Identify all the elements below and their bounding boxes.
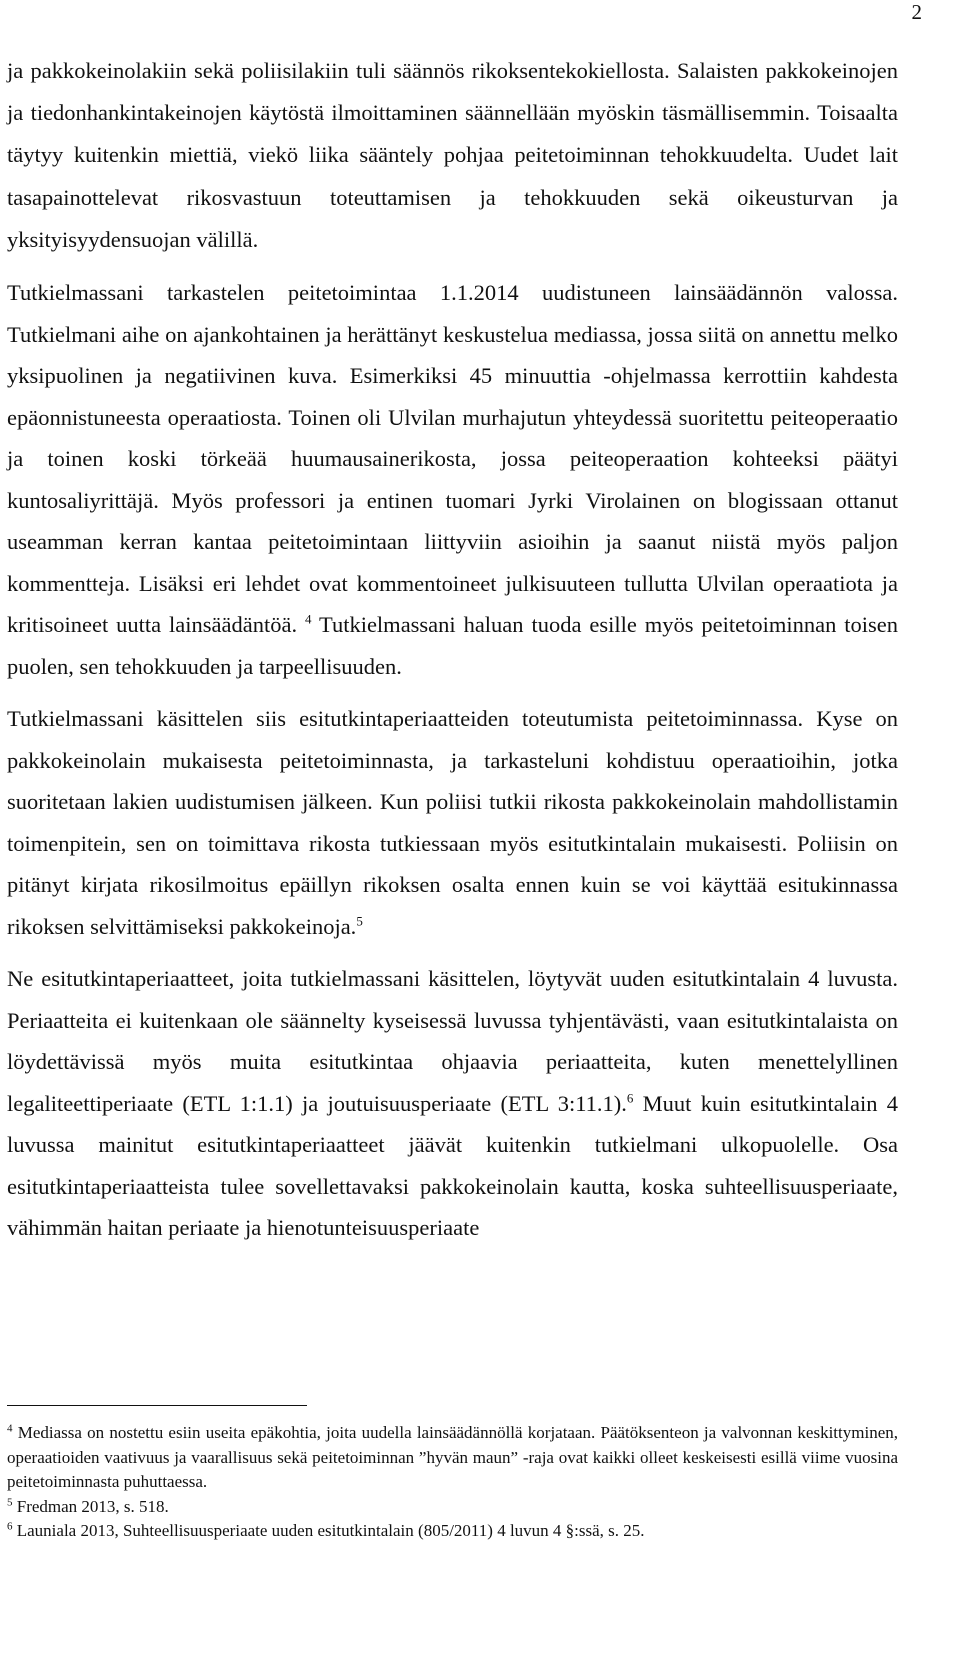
footnote-number: 6: [7, 1520, 13, 1533]
footnotes: [7, 1421, 898, 1544]
footnote-number: 4: [7, 1422, 13, 1435]
body-text: [7, 50, 898, 1249]
footnote-text: Launiala 2013, Suhteellisuusperiaate uuden esitutkintalain (805/2011) 4 luvun 4 §:ssä, s. 25.: [16, 1521, 645, 1540]
paragraph: [7, 272, 898, 687]
paragraph-text: Tutkielmassani tarkastelen peitetoimintaa 1.1.2014 uudistuneen lainsäädännön valossa. Tutkielmani aihe on ajankohtainen ja herättänyt keskustelua mediassa, jossa siitä on annettu melko yksipuolinen ja negatiivinen kuva. Esimerkiksi 45 minuuttia -ohjelmassa kerrottiin kahdesta epäonnistuneesta operaatiosta. Toinen oli Ulvilan murhajutun yhteydessä suoritettu peiteoperaatio ja toinen koski törkeää huumausainerikosta, jossa peiteoperaation kohteeksi päätyi kuntosaliyrittäjä. Myös professori ja entinen tuomari Jyrki Virolainen on blogissaan ottanut useamman kerran kantaa peitetoimintaan liittyviin asioihin ja saanut niistä myös paljon kommentteja. Lisäksi eri lehdet ovat kommentoineet julkisuuteen tullutta Ulvilan operaatiota ja kritisoineet uutta lainsäädäntöä.: [7, 280, 898, 638]
footnote: [7, 1421, 898, 1495]
paragraph: [7, 958, 898, 1249]
footnote-ref: 6: [626, 1090, 634, 1106]
paragraph: [7, 698, 898, 947]
paragraph-text-continued: Tutkielmassani haluan tuoda esille myös peitetoiminnan toisen puolen, sen tehokkuuden ja tarpeellisuuden.: [7, 612, 898, 679]
paragraph-text: Ne esitutkintaperiaatteet, joita tutkielmassani käsittelen, löytyvät uuden esitutkintalain 4 luvusta. Periaatteita ei kuitenkaan ole säännelty kyseisessä luvussa tyhjentävästi, vaan esitutkintalaista on löydettävissä myös muita esitutkintaa ohjaavia periaatteita, kuten menettelyllinen legaliteettiperiaate (ETL 1:1.1) ja joutuisuusperiaate (ETL 3:11.1).: [7, 966, 898, 1116]
footnote-ref: 5: [356, 913, 363, 929]
paragraph: [7, 50, 898, 261]
footnote: [7, 1519, 898, 1544]
footnote-text: Fredman 2013, s. 518.: [16, 1496, 169, 1516]
page-number: 2: [911, 0, 922, 24]
paragraph-text: ja pakkokeinolakiin sekä poliisilakiin tuli säännös rikoksentekokiellosta. Salaisten pakkokeinojen ja tiedonhankintakeinojen käytöstä ilmoittaminen säännellään myöskin täsmällisemmin. Toisaalta täytyy kuitenkin miettiä, viekö liika sääntely pohjaa peitetoiminnan tehokkuudelta. Uudet lait tasapainottelevat rikosvastuun toteuttamisen ja tehokkuuden sekä oikeusturvan ja yksityisyydensuojan välillä.: [7, 58, 898, 252]
footnote: [7, 1495, 898, 1520]
footnote-number: 5: [7, 1495, 13, 1508]
footnote-text: Mediassa on nostettu esiin useita epäkohtia, joita uudella lainsäädännöllä korjataan. Päätöksenteon ja valvonnan keskittyminen, operaatioiden vaativuus ja vaarallisuus sekä peitetoiminnan ”hyvän maun” -raja ovat kaikki olleet keskeisesti esillä viime vuosina peitetoiminnasta puhuttaessa.: [7, 1423, 898, 1491]
paragraph-text: Tutkielmassani käsittelen siis esitutkintaperiaatteiden toteutumista peitetoiminnassa. Kyse on pakkokeinolain mukaisesta peitetoiminnasta, ja tarkasteluni kohdistuu operaatioihin, jotka suoritetaan lakien uudistumisen jälkeen. Kun poliisi tutkii rikosta pakkokeinolain mahdollistamin toimenpitein, sen on toimittava rikosta tutkiessaan myös esitutkintalain mukaisesti. Poliisin on pitänyt kirjata rikosilmoitus epäillyn rikoksen osalta ennen kuin se voi käyttää esitukinnassa rikoksen selvittämiseksi pakkokeinoja.: [7, 706, 898, 939]
footnote-separator: [7, 1405, 307, 1406]
paragraph-text-continued: Muut kuin esitutkintalain 4 luvussa mainitut esitutkintaperiaatteet jäävät kuitenkin tutkielmani ulkopuolelle. Osa esitutkintaperiaatteista tulee sovellettavaksi pakkokeinolain kautta, koska suhteellisuusperiaate, vähimmän haitan periaate ja hienotunteisuusperiaate: [7, 1090, 899, 1241]
footnote-ref: 4: [305, 611, 312, 627]
